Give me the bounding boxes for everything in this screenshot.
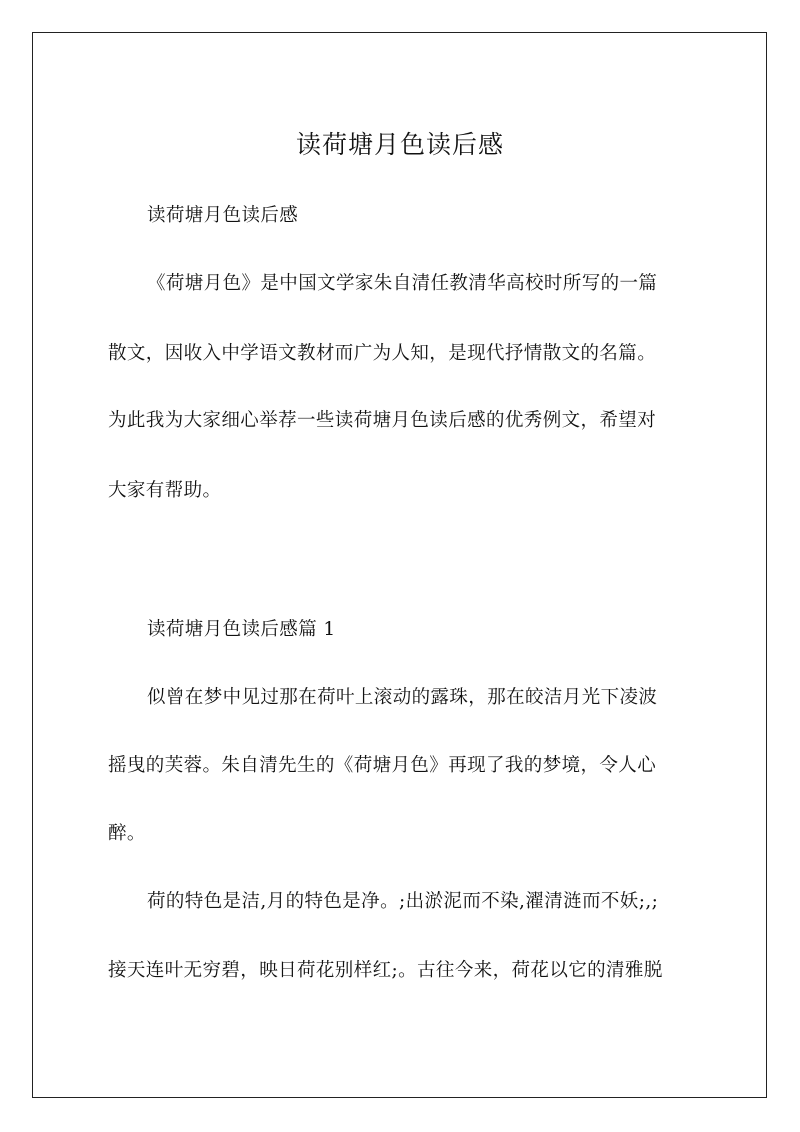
paragraph-line: 荷的特色是洁,月的特色是净。;出淤泥而不染,濯清涟而不妖;,; [147,891,659,912]
paragraph-line: 摇曳的芙蓉。朱自清先生的《荷塘月色》再现了我的梦境，令人心 [108,755,657,776]
document-title: 读荷塘月色读后感 [295,130,504,159]
paragraph-line: 散文，因收入中学语文教材而广为人知，是现代抒情散文的名篇。 [108,343,657,364]
paragraph-line: 大家有帮助。 [108,480,222,501]
paragraph-line: 接天连叶无穷碧，映日荷花别样红;。古往今来，荷花以它的清雅脱 [108,960,663,981]
section-heading: 读荷塘月色读后感篇 1 [147,619,336,640]
paragraph-line: 醉。 [108,823,146,844]
page-border [32,32,767,1098]
paragraph-line: 《荷塘月色》是中国文学家朱自清任教清华高校时所写的一篇 [147,273,658,294]
paragraph-line: 似曾在梦中见过那在荷叶上滚动的露珠，那在皎洁月光下凌波 [147,687,658,708]
paragraph-line: 为此我为大家细心举荐一些读荷塘月色读后感的优秀例文，希望对 [108,410,657,431]
subtitle-line: 读荷塘月色读后感 [147,205,299,226]
